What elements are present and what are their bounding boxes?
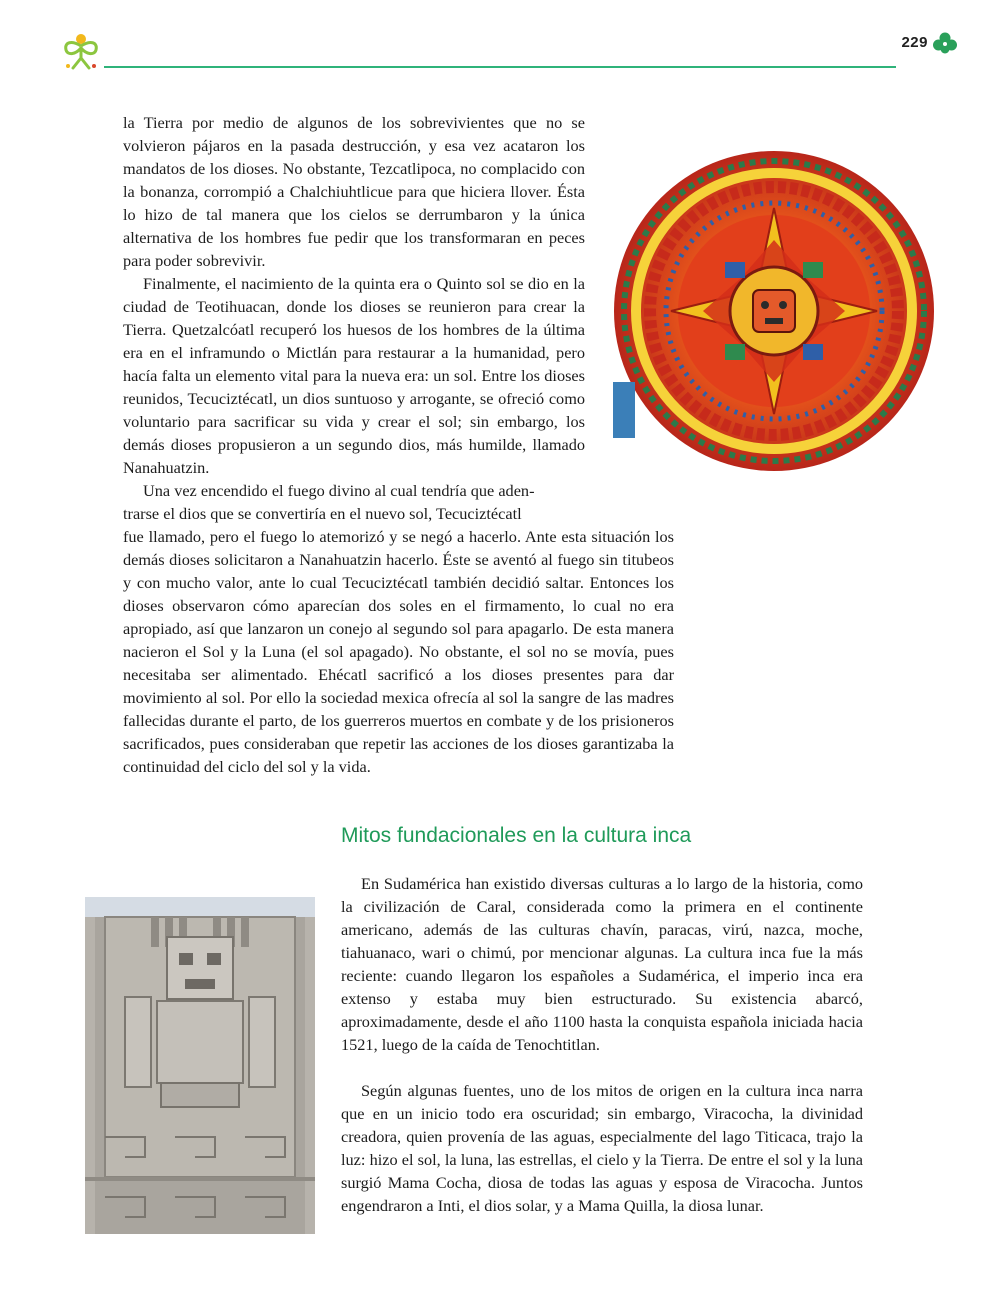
green-clover-icon <box>932 32 958 56</box>
body-paragraph-narrow-part <box>123 479 585 525</box>
flower-person-logo-icon <box>58 30 104 72</box>
body-paragraph: la Tierra por medio de algunos de los sobrevivientes que no se volvieron pájaros en la pasada destrucción, y esa vez acataron los mandatos de los dioses. No obstante, Tezcatlipoca, no complacido con la bonanza, corrompió a Chalchiuhtlicue para que hiciera llover. Ésta lo hizo de tal manera que los cielos se derrumbaron y la única alternativa de los hombres fue pedir que los transformaran en peces para poder sobrevivir. <box>123 113 585 270</box>
text-line: Una vez encendido el fuego divino al cual tendría que aden- <box>143 481 535 500</box>
text-line: trarse el dios que se convertiría en el nuevo sol, Tecuciztécatl <box>123 504 522 523</box>
body-paragraph: Según algunas fuentes, uno de los mitos de origen en la cultura inca narra que en un inicio todo era oscuridad; sin embargo, Viracocha, la divinidad creadora, quien provenía de las aguas, especialmente del lago Titicaca, trajo la luz: hizo el sol, la luna, las estrellas, el cielo y la Tierra. De entre el sol y la luna surgió Mama Cocha, diosa de todas las aguas y esposa de Viracocha. Juntos engendraron a Inti, el dios solar, y a Mama Quilla, la diosa lunar. <box>341 1081 863 1215</box>
header-rule <box>104 66 896 68</box>
body-paragraph-wide-part: fue llamado, pero el fuego lo atemorizó y se negó a hacerlo. Ante esta situación los demás dioses solicitaron a Nanahuatzin hacerlo. Éste se aventó al fuego sin titubeos y con mucho valor, ante lo cual Tecuciztécatl también decidió saltar. Entonces los dioses observaron cómo aparecían dos soles en el firmamento, lo cual no era apropiado, así que lanzaron un conejo al segundo sol para apagarlo. De esta manera nacieron el Sol y la Luna (el sol apagado). No obstante, el sol no se movía, pues necesitaba ser alimentado. Ehécatl sacrificó a los dioses presentes para dar movimiento al sol. Por ello la sociedad mexica ofrecía al sol la sangre de las madres fallecidas durante el parto, de los guerreros muertos en combate y de los prisioneros sacrificados, pues consideraban que repetir las acciones de los dioses garantizaba la continuidad del ciclo del sol y la vida. <box>123 527 674 776</box>
body-paragraph: Finalmente, el nacimiento de la quinta era o Quinto sol se dio en la ciudad de Teotihuacan, donde los dioses se reunieron para crear la Tierra. Quetzalcóatl recuperó los huesos de los hombres de la última era en el inframundo o Mictlán para restaurar a la humanidad, pero hacía falta un elemento vital para la nueva era: un sol. Entre los dioses reunidos, Tecuciztécatl, un dios suntuoso y arrogante, se ofreció como voluntario para sacrificar su vida y crear el sol; sin embargo, los demás dioses propusieron a un segundo dios, más humilde, llamado Nanahuatzin. <box>123 274 585 477</box>
aztec-sun-stone-image <box>613 150 935 472</box>
section-heading: Mitos fundacionales en la cultura inca <box>341 824 692 847</box>
viracocha-stone-relief-image <box>85 897 315 1234</box>
body-paragraph: En Sudamérica han existido diversas culturas a lo largo de la historia, como la civilización de Caral, considerada como la primera en el continente americano, además de las culturas chavín, paracas, virú, nazca, moche, tiahuanaco, wari o chimú, por mencionar algunas. La cultura inca fue la más reciente: cuando llegaron los españoles a Sudamérica, el imperio inca era extenso y estaba muy bien estructurado. Su existencia abarcó, aproximadamente, desde el año 1100 hasta la conquista española iniciada hacia 1521, luego de la caída de Tenochtitlan. <box>341 874 863 1054</box>
page-number: 229 <box>901 34 928 51</box>
